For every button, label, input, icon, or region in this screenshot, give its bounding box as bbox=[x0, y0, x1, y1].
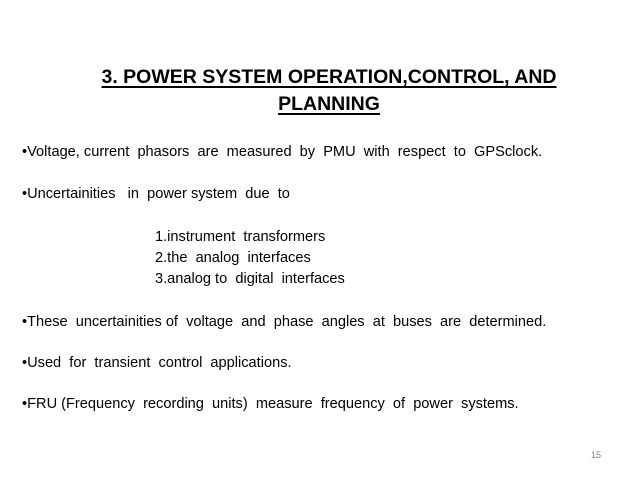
sub-item-1: 1.instrument transformers bbox=[155, 229, 326, 245]
bullet-uncertainities: •Uncertainities in power system due to bbox=[22, 186, 290, 202]
slide-title-line-2: PLANNING bbox=[278, 93, 380, 115]
bullet-transient-control: •Used for transient control applications. bbox=[22, 355, 292, 371]
bullet-fru: •FRU (Frequency recording units) measure frequency of power systems. bbox=[22, 396, 519, 412]
bullet-uncertainities-determined: •These uncertainities of voltage and phase angles at buses are determined. bbox=[22, 314, 547, 330]
sub-item-3: 3.analog to digital interfaces bbox=[155, 271, 345, 287]
bullet-voltage-current-phasors: •Voltage, current phasors are measured by PMU with respect to GPSclock. bbox=[22, 144, 543, 160]
sub-item-2: 2.the analog interfaces bbox=[155, 250, 311, 266]
page-number: 15 bbox=[591, 450, 602, 460]
slide-title-line-1: 3. POWER SYSTEM OPERATION,CONTROL, AND bbox=[101, 66, 557, 88]
